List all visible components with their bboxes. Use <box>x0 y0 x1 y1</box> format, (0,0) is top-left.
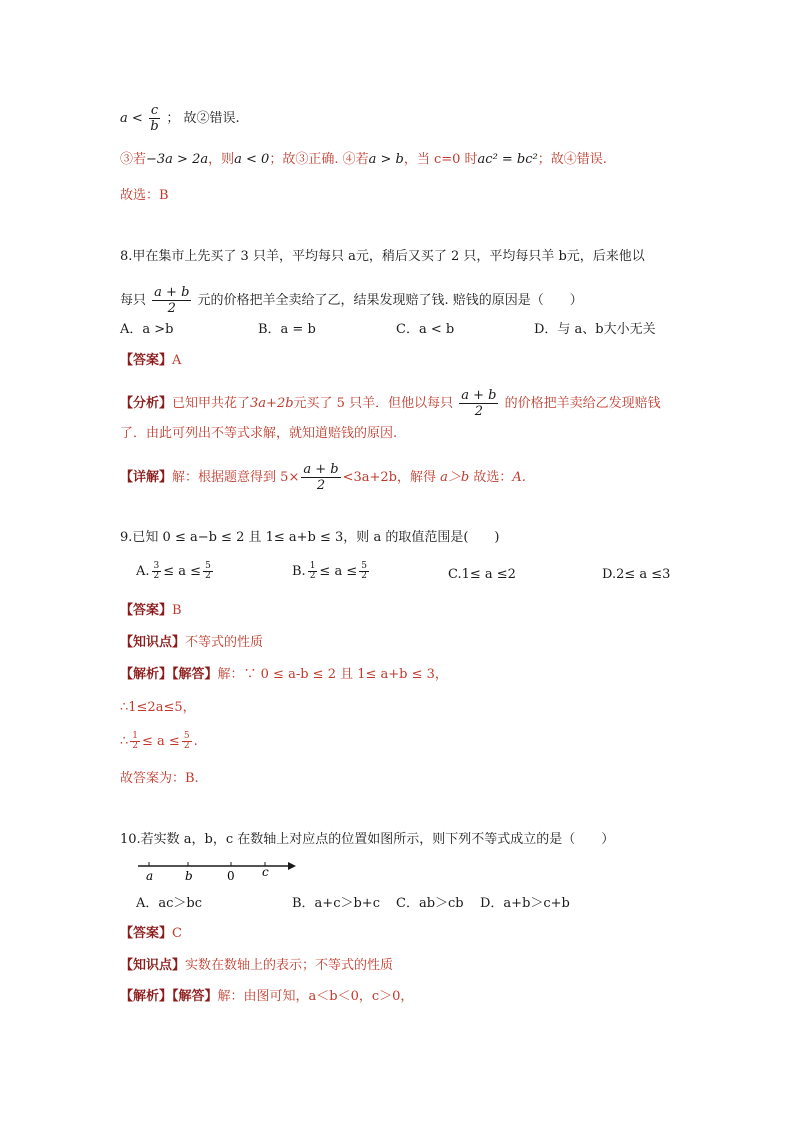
axis-label-c: c <box>262 865 269 879</box>
q8-stem-line-1: 8.甲在集市上先买了 3 只羊，平均每只 a元，稍后又买了 2 只，平均每只羊 b元，后来他以 <box>120 249 645 264</box>
fraction-a-plus-b-over-2-analysis: $\frac{a + b}{2}$ <box>461 388 497 419</box>
q9-solution-line-2: ∴1≤2a≤5， <box>120 700 196 715</box>
q10-option-c: C．ab＞cb <box>396 896 464 911</box>
q10-solution-line-1: 【解析】【解答】解：由图可知，a＜b＜0，c＞0， <box>120 989 414 1004</box>
q9-final-answer: 故答案为：B. <box>120 771 199 786</box>
q9-solution-line-3: ∴ $\frac{1}{2}$ ≤ a ≤ $\frac{5}{2}$ . <box>120 731 198 751</box>
q10-option-a: A．ac＞bc <box>136 896 203 911</box>
q9-solution-line-1: 【解析】【解答】解：∵ 0 ≤ a-b ≤ 2 且 1≤ a+b ≤ 3， <box>120 667 448 682</box>
q9-option-c: C.1≤ a ≤2 <box>448 567 516 582</box>
q8-answer: 【答案】A <box>120 353 182 368</box>
axis-label-0: 0 <box>227 869 235 883</box>
axis-label-a: a <box>146 869 154 883</box>
q9-answer: 【答案】B <box>120 603 182 618</box>
q9-knowledge-point: 【知识点】不等式的性质 <box>120 635 264 650</box>
q9-stem: 9.已知 0 ≤ a−b ≤ 2 且 1≤ a+b ≤ 3，则 a 的取值范围是( ) <box>120 530 500 545</box>
q10-option-d: D．a+b＞c+b <box>480 896 570 911</box>
q8-option-b: B．a = b <box>258 322 316 337</box>
q8-option-c: C．a < b <box>396 322 455 337</box>
q9-option-d: D.2≤ a ≤3 <box>602 567 671 582</box>
q8-stem-line-2: 每只 $\frac{a + b}{2}$ 元的价格把羊全卖给了乙，结果发现赔了钱. 赔钱的原因是（ ） <box>120 285 583 316</box>
fraction-a-plus-b-over-2-detail: $\frac{a + b}{2}$ <box>303 462 339 493</box>
q10-option-b: B．a+c＞b+c <box>292 896 380 911</box>
number-line-arrow <box>288 862 296 870</box>
prev-solution-line-2: ③若−3a > 2a，则a < 0；故③正确. ④若a > b，当 c=0 时ac² = bc²；故④错误. <box>120 152 607 167</box>
q9-option-b: B. $\frac{1}{2}$ ≤ a ≤ $\frac{5}{2}$ <box>292 561 367 581</box>
q8-option-d: D．与 a、b大小无关 <box>534 322 656 337</box>
fraction-a-plus-b-over-2: $\frac{a + b}{2}$ <box>154 285 190 316</box>
q10-knowledge-point: 【知识点】实数在数轴上的表示；不等式的性质 <box>120 958 394 973</box>
q8-analysis-line-1: 【分析】已知甲共花了3a+2b元买了 5 只羊．但他以每只 $\frac{a + b}{2}$ 的价格把羊卖给乙发现赔钱 <box>120 388 661 419</box>
q8-option-a: A．a >b <box>120 322 174 337</box>
q10-stem: 10.若实数 a，b，c 在数轴上对应点的位置如图所示，则下列不等式成立的是（ ） <box>120 832 615 847</box>
prev-answer-line: 故选：B <box>120 188 169 203</box>
q9-option-a: A. $\frac{3}{2}$ ≤ a ≤ $\frac{5}{2}$ <box>136 561 211 581</box>
q8-detail: 【详解】解：根据题意得到 5× $\frac{a + b}{2}$ <3a+2b，解得 a＞b 故选：A. <box>120 462 526 493</box>
axis-label-b: b <box>185 869 193 883</box>
prev-solution-line-1: a < $\frac{c}{b}$ ； 故②错误. <box>120 103 240 134</box>
q10-answer: 【答案】C <box>120 926 182 941</box>
q8-analysis-line-2: 了．由此可列出不等式求解，就知道赔钱的原因. <box>120 426 398 441</box>
fraction-c-over-b: $\frac{c}{b}$ <box>150 103 159 134</box>
number-line <box>138 858 298 884</box>
